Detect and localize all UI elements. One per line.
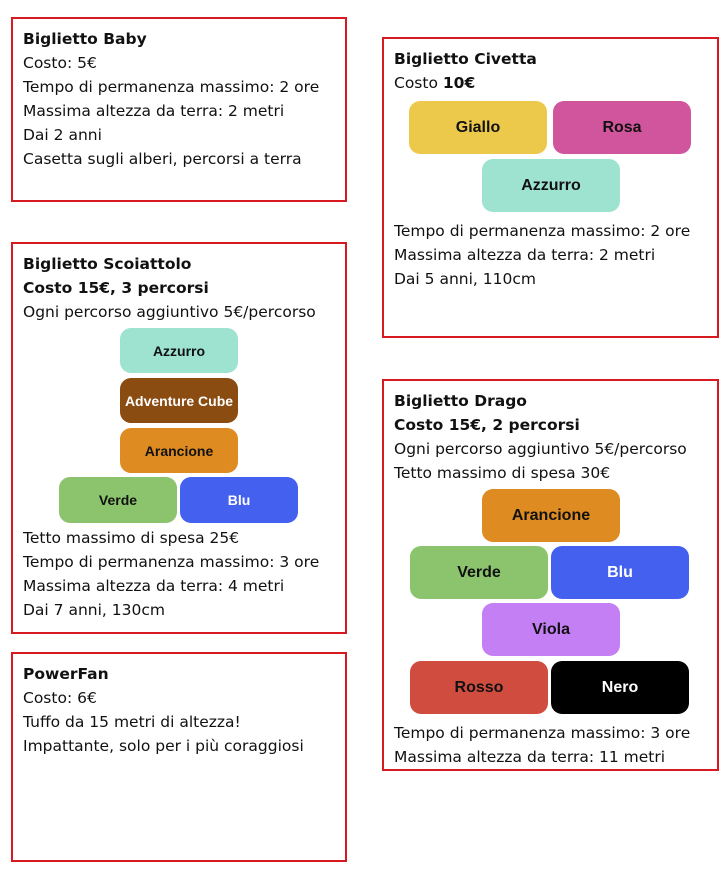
card-title: Biglietto Baby (23, 30, 147, 48)
age-text: Dai 5 anni, 110cm (394, 270, 536, 288)
time-limit-text: Tempo di permanenza massimo: 2 ore (23, 78, 320, 96)
description-text-2: Impattante, solo per i più coraggiosi (23, 737, 304, 755)
cost-value: 10€ (442, 74, 476, 92)
path-pill-azzurro: Azzurro (120, 328, 238, 373)
cost-text: Costo 15€, 2 percorsi (394, 416, 580, 434)
description-text: Tuffo da 15 metri di altezza! (23, 713, 241, 731)
path-pill-azzurro: Azzurro (482, 159, 620, 212)
card-title: Biglietto Civetta (394, 50, 537, 68)
ticket-card-drago (382, 379, 719, 771)
ticket-card-scoiattolo (11, 242, 347, 634)
time-limit-text: Tempo di permanenza massimo: 3 ore (23, 553, 320, 571)
path-pill-viola: Viola (482, 603, 620, 656)
cost-text: Costo: 5€ (23, 54, 97, 72)
ticket-card-civetta (382, 37, 719, 338)
color-paths-group (394, 101, 707, 219)
time-limit-text: Tempo di permanenza massimo: 3 ore (394, 724, 691, 742)
path-pill-blu: Blu (180, 477, 298, 523)
cost-text: Costo 15€, 3 percorsi (23, 279, 209, 297)
max-height-text: Massima altezza da terra: 11 metri (394, 748, 666, 766)
description-text: Casetta sugli alberi, percorsi a terra (23, 150, 302, 168)
cost-text: Costo: 6€ (23, 689, 97, 707)
cost-prefix: Costo (394, 74, 443, 92)
path-pill-blu: Blu (551, 546, 689, 599)
max-height-text: Massima altezza da terra: 4 metri (23, 577, 285, 595)
path-pill-verde: Verde (59, 477, 177, 523)
age-text: Dai 2 anni (23, 126, 102, 144)
path-pill-adventure-cube: Adventure Cube (120, 378, 238, 423)
path-pill-rosso: Rosso (410, 661, 548, 714)
cost-text (394, 71, 707, 95)
max-height-text: Massima altezza da terra: 2 metri (23, 102, 285, 120)
card-title: PowerFan (23, 665, 109, 683)
card-title: Biglietto Scoiattolo (23, 255, 192, 273)
age-text: Dai 7 anni, 130cm (23, 601, 165, 619)
extra-path-text: Ogni percorso aggiuntivo 5€/percorso (23, 303, 316, 321)
ticket-card-powerfan (11, 652, 347, 862)
color-paths-group (394, 489, 707, 721)
extra-path-text: Ogni percorso aggiuntivo 5€/percorso (394, 440, 687, 458)
spending-cap-text: Tetto massimo di spesa 30€ (394, 464, 611, 482)
path-pill-rosa: Rosa (553, 101, 691, 154)
card-title: Biglietto Drago (394, 392, 527, 410)
path-pill-arancione: Arancione (120, 428, 238, 473)
path-pill-giallo: Giallo (409, 101, 547, 154)
ticket-card-baby (11, 17, 347, 202)
path-pill-nero: Nero (551, 661, 689, 714)
time-limit-text: Tempo di permanenza massimo: 2 ore (394, 222, 691, 240)
spending-cap-text: Tetto massimo di spesa 25€ (23, 529, 240, 547)
path-pill-verde: Verde (410, 546, 548, 599)
max-height-text: Massima altezza da terra: 2 metri (394, 246, 656, 264)
color-paths-group (23, 328, 335, 526)
path-pill-arancione: Arancione (482, 489, 620, 542)
